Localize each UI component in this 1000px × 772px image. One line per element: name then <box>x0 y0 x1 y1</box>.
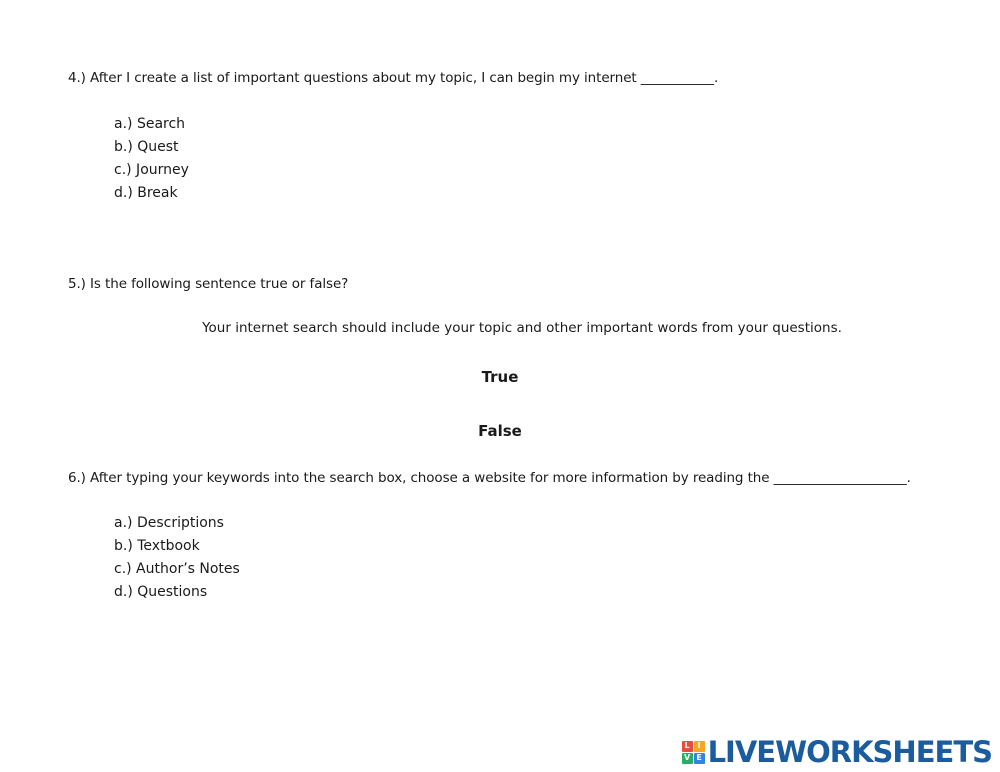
q6-option-a[interactable]: a.) Descriptions <box>114 515 224 531</box>
question-4-text: 4.) After I create a list of important questions about my topic, I can begin my internet ___________. <box>68 70 719 86</box>
liveworksheets-logo <box>682 736 992 768</box>
logo-text: LIVEWORKSHEETS <box>707 734 992 769</box>
q6-option-d[interactable]: d.) Questions <box>114 584 208 600</box>
q5-statement: Your internet search should include your topic and other important words from your questions. <box>202 320 842 336</box>
question-5-text: 5.) Is the following sentence true or false? <box>68 276 349 292</box>
q5-choice-true[interactable]: True <box>481 368 519 386</box>
logo-blocks-icon <box>682 741 705 764</box>
q5-choice-false-row <box>0 422 1000 440</box>
q5-choice-false[interactable]: False <box>478 422 522 440</box>
logo-block-v: V <box>682 753 693 764</box>
q5-choice-true-row <box>0 368 1000 386</box>
logo-block-l: L <box>682 741 693 752</box>
q4-option-d[interactable]: d.) Break <box>114 185 178 201</box>
question-6-text: 6.) After typing your keywords into the search box, choose a website for more information by reading the ____________________. <box>68 470 911 486</box>
q4-option-b[interactable]: b.) Quest <box>114 139 179 155</box>
q4-option-a[interactable]: a.) Search <box>114 116 186 132</box>
q4-option-c[interactable]: c.) Journey <box>114 162 189 178</box>
q6-option-b[interactable]: b.) Textbook <box>114 538 200 554</box>
q6-option-c[interactable]: c.) Author’s Notes <box>114 561 240 577</box>
logo-block-i: I <box>694 741 705 752</box>
logo-block-e: E <box>694 753 705 764</box>
